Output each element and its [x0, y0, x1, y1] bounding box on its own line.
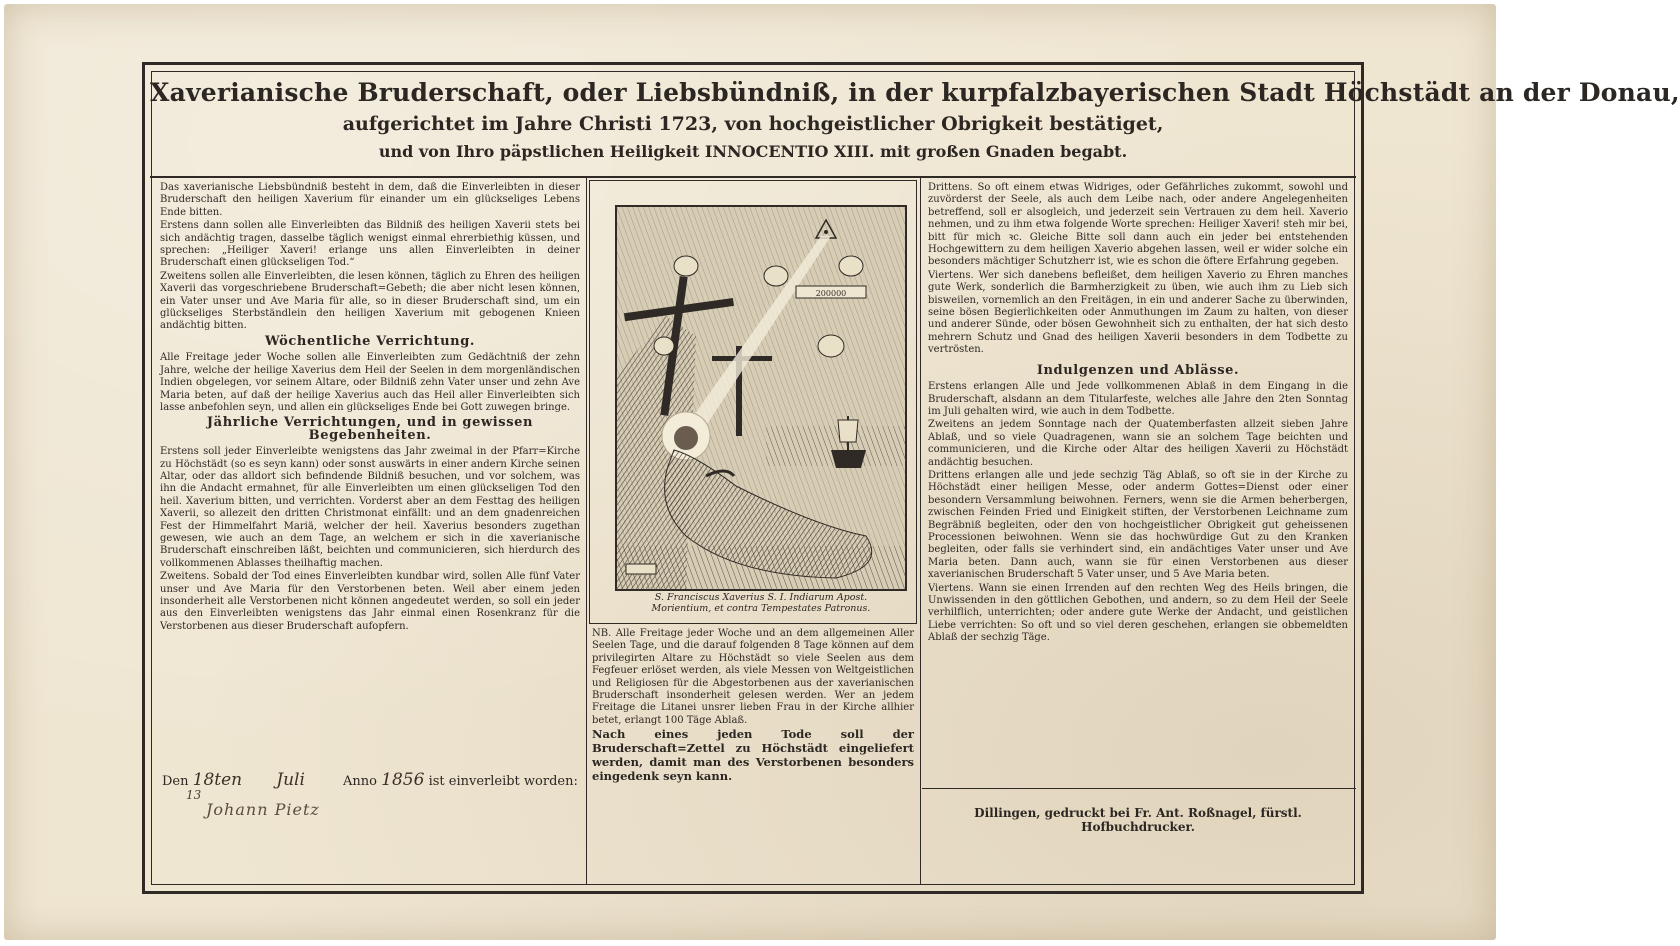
header-divider	[150, 176, 1356, 178]
enrollment-suffix: ist einverleibt worden:	[428, 774, 578, 789]
indulgence-second: Zweitens an jedem Sonntage nach der Quatemberfasten allzeit sieben Jahre Ablaß, und so viele Quadragenen, wann sie an solchem Tage beichten und communicieren, und die Kirche oder Altar des heiligen Xaverii zu Höchstädt andächtig besuchen.	[928, 419, 1348, 468]
enrollment-year: 1856	[381, 770, 425, 790]
indulgence-fourth: Viertens. Wann sie einen Irrenden auf den rechten Weg des Heils bringen, die Unwissenden in den göttlichen Gebothen, und andern, so zu dem Heil der Seele verhilflich, unterrichten; oder andere gute Werke der Andacht, und geistlichen Liebe verrichten: So oft und so viel deren geschehen, erlangen sie obbemeldten Ablaß der sechzig Täge.	[928, 582, 1348, 644]
nb-paragraph: NB. Alle Freitage jeder Woche und an dem allgemeinen Aller Seelen Tage, und die darauf folgenden 8 Tage können auf dem privilegirten Altare zu Höchstädt so viele Seelen aus dem Fegfeuer erlöset werden, als viele Messen von Weltgeistlichen und Religiosen für die Abgestorbenen aus der xaverianischen Bruderschaft insonderheit gelesen werden. Wer an jedem Freitage die Litanei unsrer lieben Frau in der Kirche allhier betet, erlangt 100 Täge Ablaß.	[592, 628, 914, 726]
weekly-paragraph: Alle Freitage jeder Woche sollen alle Einverleibten zum Gedächtniß der zehn Jahre, welche der heilige Xaverius dem Heil der Seelen in dem morgenländischen Indien obgelegen, vor seinem Altare, oder Bildniß zehn Vater unser und zehn Ave Maria beten, auf daß der heilige Xaverius auch das Heil aller Einverleibten sich lasse anbefohlen seyn, und allen ein glückseliges Ende bei Gott zuwegen bringe.	[160, 352, 580, 413]
rule-fourth: Viertens. Wer sich danebens befleißet, dem heiligen Xaverio zu Ehren manches gute Werk, sonderlich die Barmherzigkeit zu üben, wie auch ihm zu Lieb sich bisweilen, vornemlich an den Freitägen, in ein und anderer Sache zu überwinden, seine bösen Begierlichkeiten oder Anmuthungen im Zaum zu halten, von dieser und anderer Sünde, oder bösen Gewohnheit sich zu enthalten, der hat sich desto mehrern Schutz und Gnad des heiligen Xaverii besonders in dem Todbette zu vertrösten.	[928, 269, 1348, 356]
enrollment-anno: Anno	[343, 774, 378, 789]
indulgence-first: Erstens erlangen Alle und Jede vollkommenen Ablaß in dem Eingang in die Bruderschaft, alsdann an dem Titularfeste, welches alle Jahre den 2ten Sonntag im Juli gehalten wird, wie auch in dem Todbette.	[928, 381, 1348, 417]
printer-divider	[922, 788, 1356, 789]
rule-second: Zweitens sollen alle Einverleibten, die lesen können, täglich zu Ehren des heiligen Xaverii das vorgeschriebene Bruderschaft=Gebeth; die aber nicht lesen können, ein Vater unser und Ave Maria für alle, so in dieser Bruderschaft sind, um ein glückseliges Sterbständlein den heiligen Xaverium mit gebogenen Knieen andächtig bitten.	[160, 270, 580, 332]
column-divider-right	[920, 178, 921, 884]
caption-line-2: Morientium, et contra Tempestates Patronus.	[651, 603, 871, 614]
yearly-second: Zweitens. Sobald der Tod eines Einverleibten kundbar wird, sollen Alle fünf Vater unser und Ave Maria für den Verstorbenen beten. Weil aber einem jeden insonderheit alle Verstorbenen nicht können angedeutet werden, so soll ein jeder aus den Einverleibten wenigstens das Jahr einmal einen Rosenkranz für die Verstorbenen aus dieser Bruderschaft aufopfern.	[160, 571, 580, 632]
handwritten-number: 13	[186, 788, 202, 802]
middle-column-text	[592, 628, 914, 783]
enrollment-day: 18ten	[192, 770, 243, 790]
enrollment-prefix: Den	[162, 774, 189, 789]
title-line-2: aufgerichtet im Jahre Christi 1723, von hochgeistlicher Obrigkeit bestätiget,	[342, 113, 1164, 135]
document-header	[150, 72, 1680, 178]
handwritten-signature: Johann Pietz	[206, 800, 320, 819]
indulgence-third: Drittens erlangen alle und jede sechzig Täg Ablaß, so oft sie in der Kirche zu Höchstädt einer heiligen Messe, oder anderm Gottes=Dienst oder einer besondern Versammlung beiwohnen. Ferners, wenn sie die Armen beherbergen, zwischen Feinden Fried und Einigkeit stiften, der Verstorbenen Leichname zum Begräbniß begleiten, oder den von hochgeistlicher Obrigkeit gut geheissenen Processionen beiwohnen. Wenn sie das hochwürdige Gut zu den Kranken begleiten, oder falls sie verhindert sind, ein andächtiges Vater unser und Ave Maria beten. Dann auch, wann sie für einen Verstorbenen aus dieser xaverianischen Bruderschaft 5 Vater unser, und 5 Ave Maria beten.	[928, 469, 1348, 581]
indulgences-heading: Indulgenzen und Ablässe.	[1036, 362, 1240, 378]
intro-paragraph: Das xaverianische Liebsbündniß besteht in dem, daß die Einverleibten in dieser Bruderschaft den heiligen Xaverium für einander um ein glückseliges Lebens Ende bitten.	[160, 182, 580, 218]
column-divider-left	[586, 178, 587, 884]
enrollment-month: Juli	[276, 770, 305, 790]
saint-xavier-engraving	[616, 206, 906, 590]
left-column	[160, 182, 580, 634]
enrollment-line	[162, 770, 582, 790]
death-note: Nach eines jeden Tode soll der Bruderschaft=Zettel zu Höchstädt eingeliefert werden, damit man des Verstorbenen besonders eingedenk seyn kann.	[592, 727, 914, 784]
yearly-first: Erstens soll jeder Einverleibte wenigstens das Jahr zweimal in der Pfarr=Kirche zu Höchstädt (so es seyn kann) oder sonst auswärts in einer andern Kirche seinen Altar, oder das alldort sich befindende Bildniß besuchen, und vor solchem, was ihn die Andacht ermahnet, für alle Einverleibten um einen glückseligen Tod den heil. Xaverium bitten, und verrichten. Vorderst aber an dem Festtag des heiligen Xaverii, so allezeit den dritten Christmonat einfällt: und an dem gnadenreichen Fest der Himmelfahrt Mariä, welcher der heil. Xaverius besonders zugethan gewesen, wie auch an dem Tage, an welchem er sich in die xaverianische Bruderschaft einschreiben läßt, beichten und communicieren, sich hierdurch des vollkommenen Ablasses theilhaftig machen.	[160, 446, 580, 569]
engraving-caption	[616, 592, 906, 614]
rule-first: Erstens dann sollen alle Einverleibten das Bildniß des heiligen Xaverii stets bei sich andächtig tragen, dasselbe täglich wenigst einmal ehrerbiethig küssen, und sprechen: „Heiliger Xaveri! erlange uns allen Einverleibten in deiner Bruderschaft einen glückseligen Tod.“	[160, 220, 580, 269]
title-line-1: Xaverianische Bruderschaft, oder Liebsbündniß, in der kurpfalzbayerischen Stadt Höchstädt an der Donau,	[150, 78, 1680, 107]
weekly-heading: Wöchentliche Verrichtung.	[264, 333, 476, 349]
caption-line-1: S. Franciscus Xaverius S. I. Indiarum Apost.	[654, 592, 868, 603]
printer-imprint: Dillingen, gedruckt bei Fr. Ant. Roßnagel, fürstl. Hofbuchdrucker.	[974, 806, 1302, 834]
rule-third: Drittens. So oft einem etwas Widriges, oder Gefährliches zukommt, sowohl und zuvörderst der Seele, als auch dem Leibe nach, oder andere Angelegenheiten betreffend, soll er alsogleich, und jederzeit sein Vertrauen zu dem heil. Xaverio nehmen, und zu ihm etwa folgende Worte sprechen: Heiliger Xaveri! steh mir bei, bitt für mich ꝛc. Gleiche Bitte soll dann auch ein jeder bei entstehenden Hochgewittern zu dem heiligen Xaverio abgehen lassen, weil er wider solche ein besonders mächtiger Schutzherr ist, wie es schon die öftere Erfahrung gegeben.	[928, 182, 1348, 268]
banner-text: 200000	[815, 289, 847, 298]
title-line-3: und von Ihro päpstlichen Heiligkeit INNOCENTIO XIII. mit großen Gnaden begabt.	[378, 142, 1128, 161]
yearly-heading: Jährliche Verrichtungen, und in gewissen Begebenheiten.	[206, 415, 534, 443]
right-column	[928, 182, 1348, 646]
